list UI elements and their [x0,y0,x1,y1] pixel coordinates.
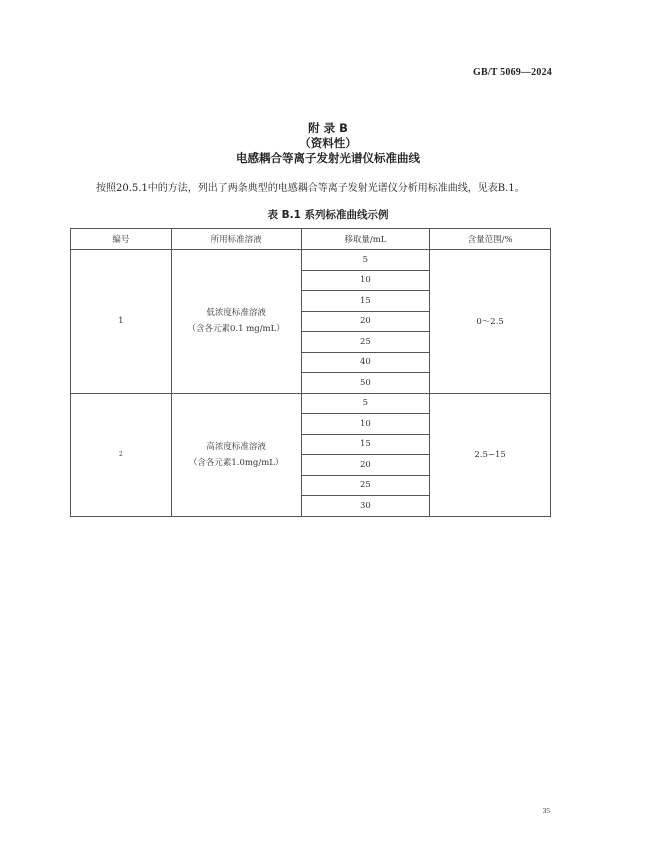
appendix-label: 附 录 B [308,121,348,135]
row-solution [171,250,301,394]
page-number: 35 [542,806,550,815]
volume-cell: 15 [301,434,430,455]
volume-cell: 30 [301,496,430,517]
row-solution [171,393,301,516]
solution-concentration: （含各元素1.0mg/mL） [188,457,284,468]
header-solution: 所用标准溶液 [171,229,301,250]
table-row [71,393,551,414]
volume-cell: 10 [301,270,430,291]
volume-cell: 50 [301,373,430,394]
table-row [71,250,551,271]
volume-cell: 15 [301,291,430,312]
row-id: 1 [71,250,172,394]
row-range: 0～2.5 [430,250,551,394]
volume-cell: 40 [301,352,430,373]
volume-cell: 20 [301,311,430,332]
intro-paragraph: 按照20.5.1中的方法，列出了两条典型的电感耦合等离子发射光谱仪分析用标准曲线，见表B.1。 [96,183,525,194]
header-range: 含量范围/% [430,229,551,250]
row-id: 2 [71,393,172,516]
appendix-title: 电感耦合等离子发射光谱仪标准曲线 [236,151,420,165]
standard-number: GB/T 5069—2024 [472,67,552,78]
solution-concentration: （含各元素0.1 mg/mL） [187,324,285,335]
appendix-heading [0,121,656,166]
row-range: 2.5~15 [430,393,551,516]
standard-curve-table [70,228,551,517]
volume-cell: 25 [301,475,430,496]
header-volume: 移取量/mL [301,229,430,250]
volume-cell: 25 [301,332,430,353]
solution-name: 低浓度标准溶液 [206,308,266,319]
volume-cell: 5 [301,250,430,271]
header-id: 编号 [71,229,172,250]
table-header-row [71,229,551,250]
volume-cell: 5 [301,393,430,414]
volume-cell: 20 [301,455,430,476]
table-caption: 表 B.1 系列标准曲线示例 [267,209,389,221]
appendix-type: （资料性） [299,136,357,150]
volume-cell: 10 [301,414,430,435]
solution-name: 高浓度标准溶液 [206,441,266,452]
